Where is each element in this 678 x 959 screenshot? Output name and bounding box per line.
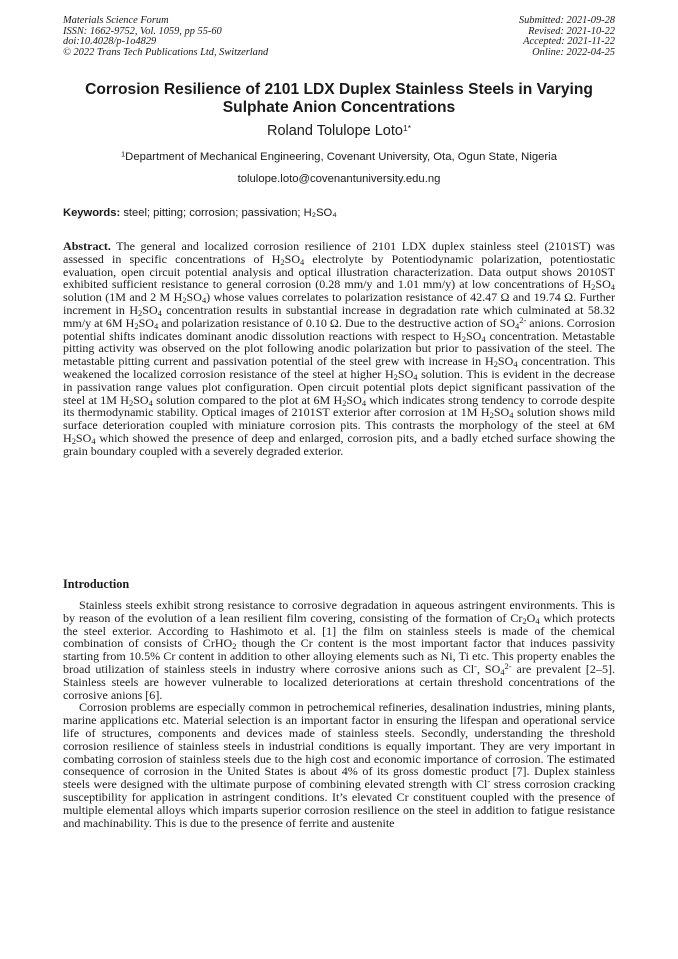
keywords-text: steel; pitting; corrosion; passivation; H₂SO₄ [123, 207, 337, 219]
paper-title [63, 81, 615, 117]
author-email: tolulope.loto@covenantuniversity.edu.ng [237, 173, 441, 185]
introduction-paragraph-2: Corrosion problems are especially common in petrochemical refineries, desalination industries, mining plants, marine applications etc. Material selection is an important factor in ensuring the lifespan and operational service life of structures, components and devices made of stainless steels. Secondly, understanding the threshold corrosion resilience of stainless steels in industrial conditions is equally important. They are very important in combating corrosion of stainless steels due to the high cost and economic importance of corrosion. The estimated consequence of corrosion in the United States is about 4% of its gross domestic product [7]. Duplex stainless steels were designed with the ultimate purpose of combining elevated strength with Cl- stress corrosion cracking susceptibility for application in astringent conditions. It’s elevated Cr constituent coupled with the presence of multiple elemental alloys which imparts superior corrosion resilience on the steel in addition to fatigue resistance and machinability. This is due to the presence of ferrite and austenite [63, 700, 615, 830]
author-marker: 1* [402, 123, 412, 134]
journal-doi: doi:10.4028/p-1o4829 [63, 36, 157, 48]
journal-header [63, 16, 268, 58]
introduction-heading: Introduction [63, 577, 130, 591]
keywords-label: Keywords: [63, 207, 121, 219]
keywords [63, 206, 615, 220]
date-revised: Revised: 2021-10-22 [528, 25, 615, 37]
journal-copyright: © 2022 Trans Tech Publications Ltd, Switzerland [63, 46, 269, 58]
abstract: Abstract. The general and localized corrosion resilience of 2101 LDX duplex stainless steel (2101ST) was assessed in specific concentrations of $H_2SO_4$ electrolyte by Potentiodynamic polarization, potentiostatic evaluation, open circuit potential analysis and optical illustration characterization. Data output shows 2010ST exhibited sufficient resistance to general corrosion (0.28 mm/y and 1.01 mm/y) at low concentrations of $H_2SO_4$ solution (1M and 2 M $H_2SO_4$) whose values correlates to polarization resistance of 42.47 Ω and 19.74 Ω. Further increment in $H_2SO_4$ concentration results in substantial increase in degradation rate which culminated at 58.32 mm/y at 6M $H_2SO_4$ and polarization resistance of 0.10 Ω. Due to the destructive action of $SO_4^{2-}$ anions. Corrosion potential shifts indicates dominant anodic dissolution reactions with respect to $H_2SO_4$ concentration. Metastable pitting activity was observed on the plot following anodic polarization but prior to passivation of the steel. The metastable pitting current and passivation potential of the steel grew with increase in $H_2SO_4$ concentration. This weakened the localized corrosion resistance of the steel at higher $H_2SO_4$ solution. This is evident in the decrease in passivation range values plot configuration. Open circuit potential plots depict significant passivation of the steel at 1M $H_2SO_4$ solution compared to the plot at 6M $H_2SO_4$ which indicates strong tendency to corrode despite its thermodynamic stability. Optical images of 2101ST exterior after corrosion at 1M $H_2SO_4$ solution shows mild surface deterioration coupled with miniature corrosion pits. This contrasts the morphology of the steel at 6M $H_2SO_4$ which showed the presence of deep and enlarged, corrosion pits, and a badly etched surface showing the grain boundary coupled with a severely degraded exterior. [63, 239, 616, 458]
title-line-1: Corrosion Resilience of 2101 LDX Duplex Stainless Steels in Varying [85, 81, 593, 98]
date-submitted: Submitted: 2021-09-28 [518, 15, 615, 26]
author-name: Roland Tolulope Loto [266, 123, 403, 139]
abstract-label: Abstract. [63, 239, 111, 253]
date-online: Online: 2022-04-25 [532, 46, 615, 58]
author [63, 122, 615, 140]
introduction-paragraph-1: Stainless steels exhibit strong resistance to corrosive degradation in aqueous astringent environments. This is by reason of the evolution of a lean resilient film covering, consisting of the formation of $Cr_2O_4$ which protects the steel exterior. According to Hashimoto et al. [1] the film on stainless steels is made of the chemical combination of consists of CrHO$_2$ though the Cr content is the most important factor that induces passivity starting from 10.5% Cr content in addition to other alloying elements such as Ni, Ti etc. This property enables the broad utilization of stainless steels in industry where corrosive anions such as Cl-, $SO_4^{2-}$ are prevalent [2–5]. Stainless steels are however vulnerable to localized deteriorations at certain threshold concentrations of the corrosive anions [6]. [63, 598, 615, 702]
title-line-2: Sulphate Anion Concentrations [222, 99, 456, 116]
date-accepted: Accepted: 2021-11-22 [523, 36, 615, 48]
introduction-body [63, 599, 615, 829]
affiliation-text: Department of Mechanical Engineering, Covenant University, Ota, Ogun State, Nigeria [125, 151, 557, 163]
dates-header [519, 16, 615, 58]
journal-issn: ISSN: 1662-9752, Vol. 1059, pp 55-60 [63, 25, 222, 37]
journal-name: Materials Science Forum [63, 15, 169, 26]
affiliation [63, 150, 615, 164]
affiliation-marker: 1 [121, 149, 126, 159]
